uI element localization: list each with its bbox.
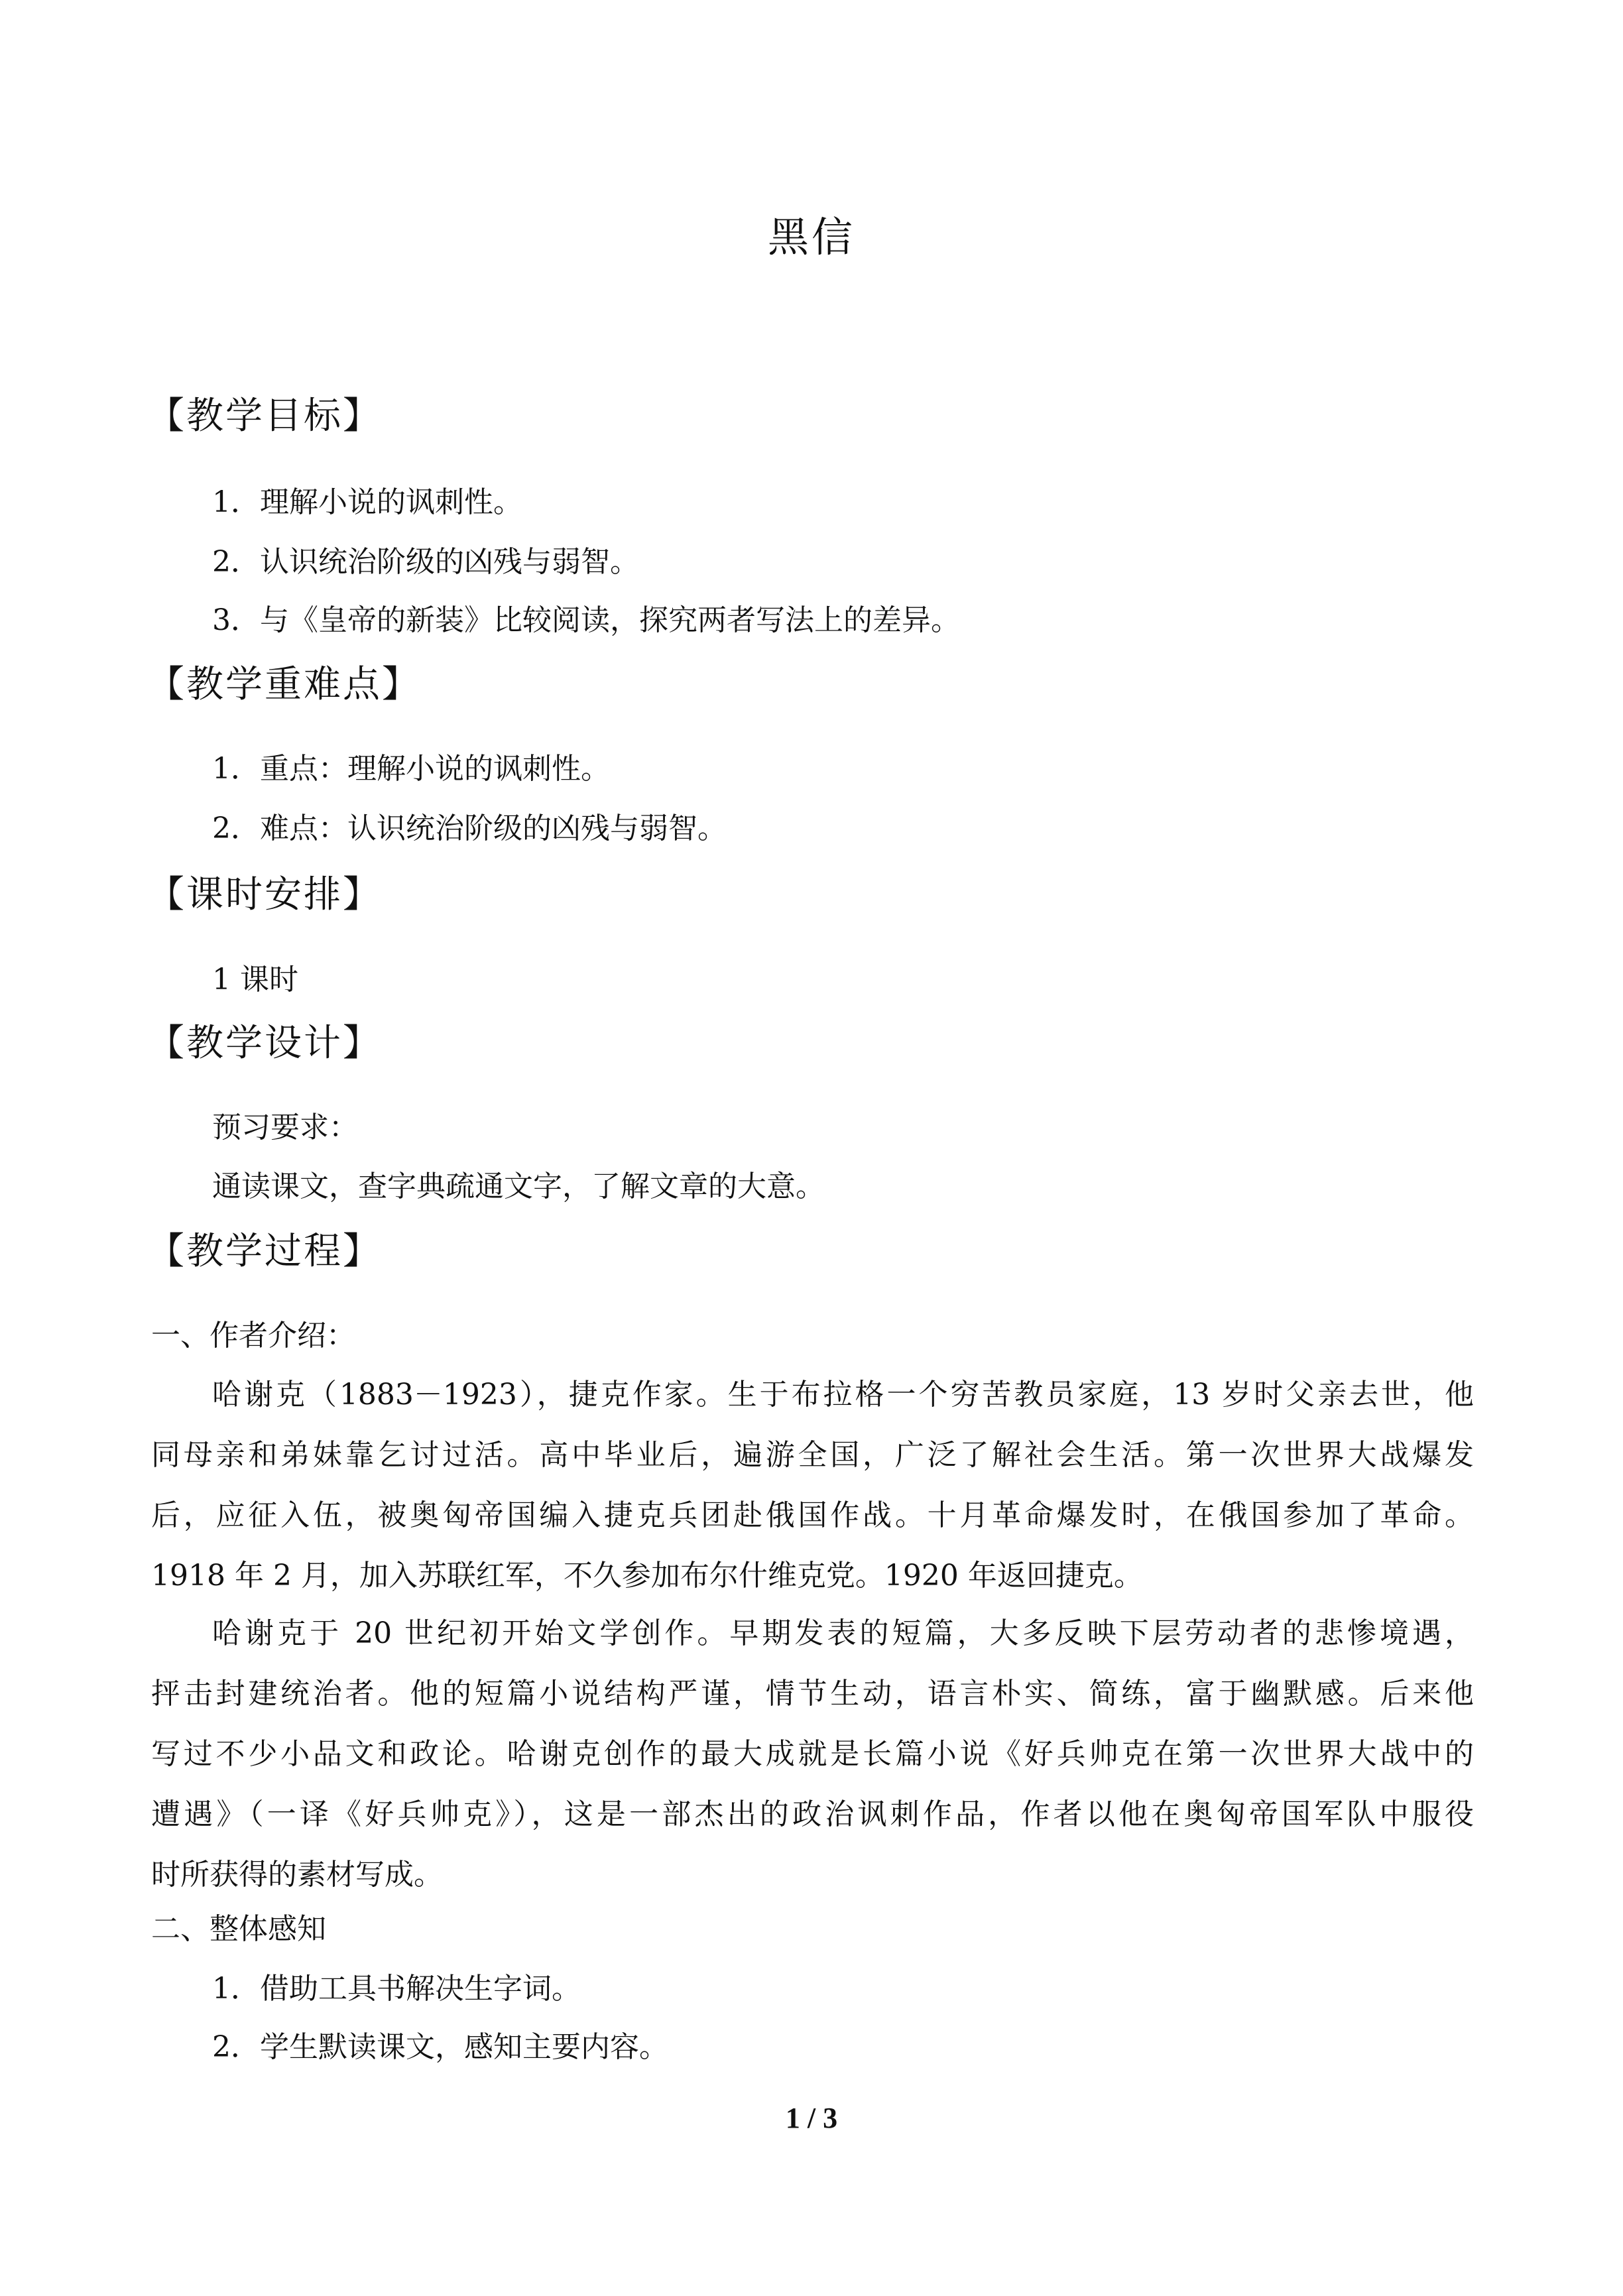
document-title: 黑信 <box>767 213 855 261</box>
part2-title: 二、整体感知 <box>151 1912 326 1946</box>
section-heading-schedule: 【课时安排】 <box>147 873 382 916</box>
section-heading-keypoints: 【教学重难点】 <box>147 663 421 706</box>
part2-item: 1．借助工具书解决生字词。 <box>212 1972 581 2006</box>
section-heading-process: 【教学过程】 <box>147 1230 382 1273</box>
goal-item: 2．认识统治阶级的凶残与弱智。 <box>212 545 639 579</box>
author-paragraph-1 <box>151 1375 1474 1616</box>
keypoint-item: 1．重点：理解小说的讽刺性。 <box>212 752 610 786</box>
goal-item: 3．与《皇帝的新装》比较阅读，探究两者写法上的差异。 <box>212 603 960 637</box>
section-heading-design: 【教学设计】 <box>147 1022 382 1065</box>
section-heading-goals: 【教学目标】 <box>147 394 382 438</box>
paragraph-line: 1918 年 2 月，加入苏联红军，不久参加布尔什维克党。1920 年返回捷克。 <box>151 1559 1143 1593</box>
part2-item: 2．学生默读课文，感知主要内容。 <box>212 2030 668 2064</box>
paragraph-line: 哈谢克（1883－1923），捷克作家。生于布拉格一个穷苦教员家庭，13 岁时父亲去世，他 <box>212 1378 1474 1412</box>
design-label: 预习要求： <box>212 1111 358 1144</box>
design-text: 通读课文，查字典疏通文字，了解文章的大意。 <box>212 1170 825 1203</box>
author-paragraph-2 <box>151 1614 1474 1915</box>
page-indicator: 1 / 3 <box>785 2102 838 2134</box>
paragraph-line: 遭遇》（一译《好兵帅克》），这是一部杰出的政治讽刺作品，作者以他在奥匈帝国军队中服役 <box>151 1797 1474 1831</box>
paragraph-line: 后，应征入伍，被奥匈帝国编入捷克兵团赴俄国作战。十月革命爆发时，在俄国参加了革命。 <box>151 1498 1474 1532</box>
goal-item: 1．理解小说的讽刺性。 <box>212 485 522 519</box>
paragraph-line: 哈谢克于 20 世纪初开始文学创作。早期发表的短篇，大多反映下层劳动者的悲惨境遇， <box>212 1616 1474 1650</box>
paragraph-line: 抨击封建统治者。他的短篇小说结构严谨，情节生动，语言朴实、简练，富于幽默感。后来他 <box>151 1677 1474 1711</box>
part1-title: 一、作者介绍： <box>151 1319 355 1353</box>
paragraph-line: 写过不少小品文和政论。哈谢克创作的最大成就是长篇小说《好兵帅克在第一次世界大战中的 <box>151 1737 1474 1771</box>
keypoint-item: 2．难点：认识统治阶级的凶残与弱智。 <box>212 812 727 845</box>
schedule-text: 1 课时 <box>212 963 298 997</box>
paragraph-line: 时所获得的素材写成。 <box>151 1858 443 1892</box>
paragraph-line: 同母亲和弟妹靠乞讨过活。高中毕业后，遍游全国，广泛了解社会生活。第一次世界大战爆发 <box>151 1438 1474 1472</box>
